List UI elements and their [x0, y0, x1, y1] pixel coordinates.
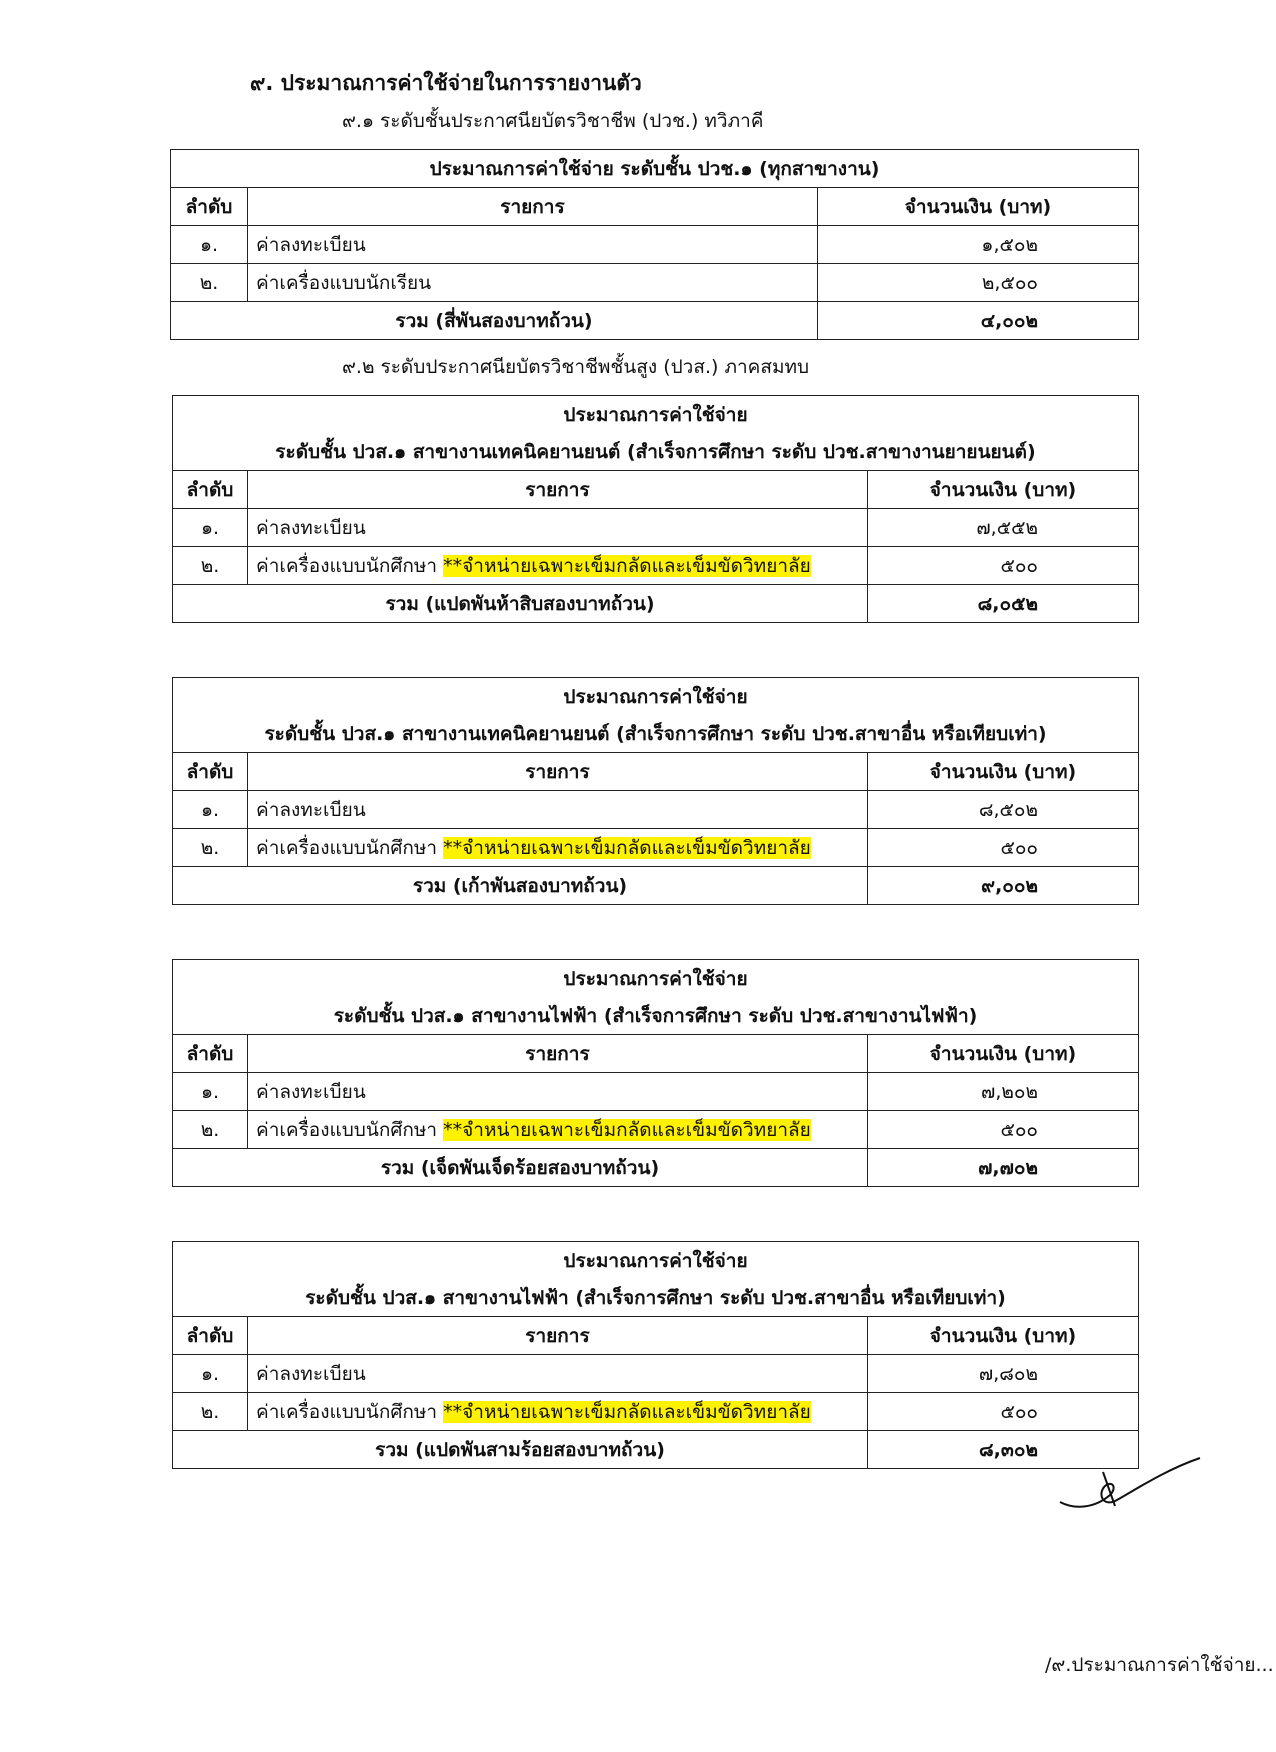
row-no: ๒. [173, 1111, 248, 1149]
col-header-item: รายการ [248, 1035, 868, 1073]
table-row [173, 1073, 1139, 1111]
row-item-label: ค่าเครื่องแบบนักศึกษา [256, 1400, 438, 1423]
row-item: ค่าลงทะเบียน [248, 791, 868, 829]
col-header-amount: จำนวนเงิน (บาท) [868, 471, 1139, 509]
row-item [248, 829, 868, 867]
table-subtitle: ระดับชั้น ปวส.๑ สาขางานเทคนิคยานยนต์ (สำเร็จการศึกษา ระดับ ปวช.สาขาอื่น หรือเทียบเท่า) [173, 716, 1139, 753]
total-amount: ๘,๓๐๒ [868, 1431, 1139, 1469]
row-item [248, 1393, 868, 1431]
col-header-amount: จำนวนเงิน (บาท) [818, 188, 1139, 226]
total-label: รวม (เจ็ดพันเจ็ดร้อยสองบาทถ้วน) [173, 1149, 868, 1187]
row-item-label: ค่าเครื่องแบบนักศึกษา [256, 836, 438, 859]
col-header-no: ลำดับ [171, 188, 248, 226]
table-subtitle: ระดับชั้น ปวส.๑ สาขางานเทคนิคยานยนต์ (สำเร็จการศึกษา ระดับ ปวช.สาขางานยายนยนต์) [173, 434, 1139, 471]
total-amount: ๙,๐๐๒ [868, 867, 1139, 905]
cost-table-1 [170, 149, 1139, 340]
row-item [248, 1111, 868, 1149]
row-amount: ๕๐๐ [868, 1393, 1139, 1431]
row-item-label: ค่าเครื่องแบบนักศึกษา [256, 554, 438, 577]
col-header-no: ลำดับ [173, 471, 248, 509]
col-header-no: ลำดับ [173, 1035, 248, 1073]
table-title: ประมาณการค่าใช้จ่าย [173, 960, 1139, 998]
table-title: ประมาณการค่าใช้จ่าย ระดับชั้น ปวช.๑ (ทุกสาขางาน) [171, 150, 1139, 188]
row-no: ๒. [173, 547, 248, 585]
row-amount: ๒,๕๐๐ [818, 264, 1139, 302]
table-row [173, 1111, 1139, 1149]
row-item: ค่าเครื่องแบบนักเรียน [248, 264, 818, 302]
cost-table-4 [172, 959, 1139, 1187]
row-no: ๑. [173, 509, 248, 547]
col-header-item: รายการ [248, 1317, 868, 1355]
row-no: ๑. [173, 1073, 248, 1111]
signature-icon [1055, 1450, 1205, 1520]
section-heading: ๙. ประมาณการค่าใช้จ่ายในการรายงานตัว [250, 71, 642, 95]
col-header-amount: จำนวนเงิน (บาท) [868, 1035, 1139, 1073]
row-amount: ๗,๕๕๒ [868, 509, 1139, 547]
table-row [173, 791, 1139, 829]
row-no: ๑. [171, 226, 248, 264]
total-label: รวม (แปดพันสามร้อยสองบาทถ้วน) [173, 1431, 868, 1469]
total-amount: ๔,๐๐๒ [818, 302, 1139, 340]
cost-table-3 [172, 677, 1139, 905]
col-header-no: ลำดับ [173, 753, 248, 791]
section-9-1-title: ๙.๑ ระดับชั้นประกาศนียบัตรวิชาชีพ (ปวช.) ทวิภาคี [342, 110, 764, 132]
col-header-amount: จำนวนเงิน (บาท) [868, 753, 1139, 791]
table-row [173, 509, 1139, 547]
table-row [173, 1393, 1139, 1431]
table-row [171, 226, 1139, 264]
highlight-note: **จำหน่ายเฉพาะเข็มกลัดและเข็มขัดวิทยาลัย [443, 836, 811, 859]
row-amount: ๑,๕๐๒ [818, 226, 1139, 264]
footer-continuation: /๙.ประมาณการค่าใช้จ่าย... [1045, 1654, 1274, 1676]
table-subtitle: ระดับชั้น ปวส.๑ สาขางานไฟฟ้า (สำเร็จการศึกษา ระดับ ปวช.สาขางานไฟฟ้า) [173, 998, 1139, 1035]
total-label: รวม (แปดพันห้าสิบสองบาทถ้วน) [173, 585, 868, 623]
table-title: ประมาณการค่าใช้จ่าย [173, 1242, 1139, 1280]
col-header-item: รายการ [248, 188, 818, 226]
row-item: ค่าลงทะเบียน [248, 226, 818, 264]
cost-table-5 [172, 1241, 1139, 1469]
row-item: ค่าลงทะเบียน [248, 1355, 868, 1393]
row-amount: ๕๐๐ [868, 829, 1139, 867]
row-amount: ๕๐๐ [868, 547, 1139, 585]
row-item [248, 547, 868, 585]
row-item: ค่าลงทะเบียน [248, 1073, 868, 1111]
total-label: รวม (สี่พันสองบาทถ้วน) [171, 302, 818, 340]
row-no: ๑. [173, 1355, 248, 1393]
table-subtitle: ระดับชั้น ปวส.๑ สาขางานไฟฟ้า (สำเร็จการศึกษา ระดับ ปวช.สาขาอื่น หรือเทียบเท่า) [173, 1280, 1139, 1317]
row-no: ๒. [171, 264, 248, 302]
row-no: ๒. [173, 829, 248, 867]
table-row [173, 547, 1139, 585]
col-header-amount: จำนวนเงิน (บาท) [868, 1317, 1139, 1355]
row-amount: ๗,๒๐๒ [868, 1073, 1139, 1111]
row-no: ๑. [173, 791, 248, 829]
section-9-2-title: ๙.๒ ระดับประกาศนียบัตรวิชาชีพชั้นสูง (ปวส.) ภาคสมทบ [342, 356, 810, 378]
row-amount: ๘,๕๐๒ [868, 791, 1139, 829]
table-row [173, 1355, 1139, 1393]
highlight-note: **จำหน่ายเฉพาะเข็มกลัดและเข็มขัดวิทยาลัย [443, 1400, 811, 1423]
col-header-no: ลำดับ [173, 1317, 248, 1355]
cost-table-2 [172, 395, 1139, 623]
col-header-item: รายการ [248, 753, 868, 791]
table-row [171, 264, 1139, 302]
row-amount: ๕๐๐ [868, 1111, 1139, 1149]
row-amount: ๗,๘๐๒ [868, 1355, 1139, 1393]
table-title: ประมาณการค่าใช้จ่าย [173, 396, 1139, 434]
col-header-item: รายการ [248, 471, 868, 509]
row-item-label: ค่าเครื่องแบบนักศึกษา [256, 1118, 438, 1141]
total-amount: ๗,๗๐๒ [868, 1149, 1139, 1187]
total-amount: ๘,๐๕๒ [868, 585, 1139, 623]
row-no: ๒. [173, 1393, 248, 1431]
highlight-note: **จำหน่ายเฉพาะเข็มกลัดและเข็มขัดวิทยาลัย [443, 1118, 811, 1141]
row-item: ค่าลงทะเบียน [248, 509, 868, 547]
table-row [173, 829, 1139, 867]
total-label: รวม (เก้าพันสองบาทถ้วน) [173, 867, 868, 905]
table-title: ประมาณการค่าใช้จ่าย [173, 678, 1139, 716]
highlight-note: **จำหน่ายเฉพาะเข็มกลัดและเข็มขัดวิทยาลัย [443, 554, 811, 577]
